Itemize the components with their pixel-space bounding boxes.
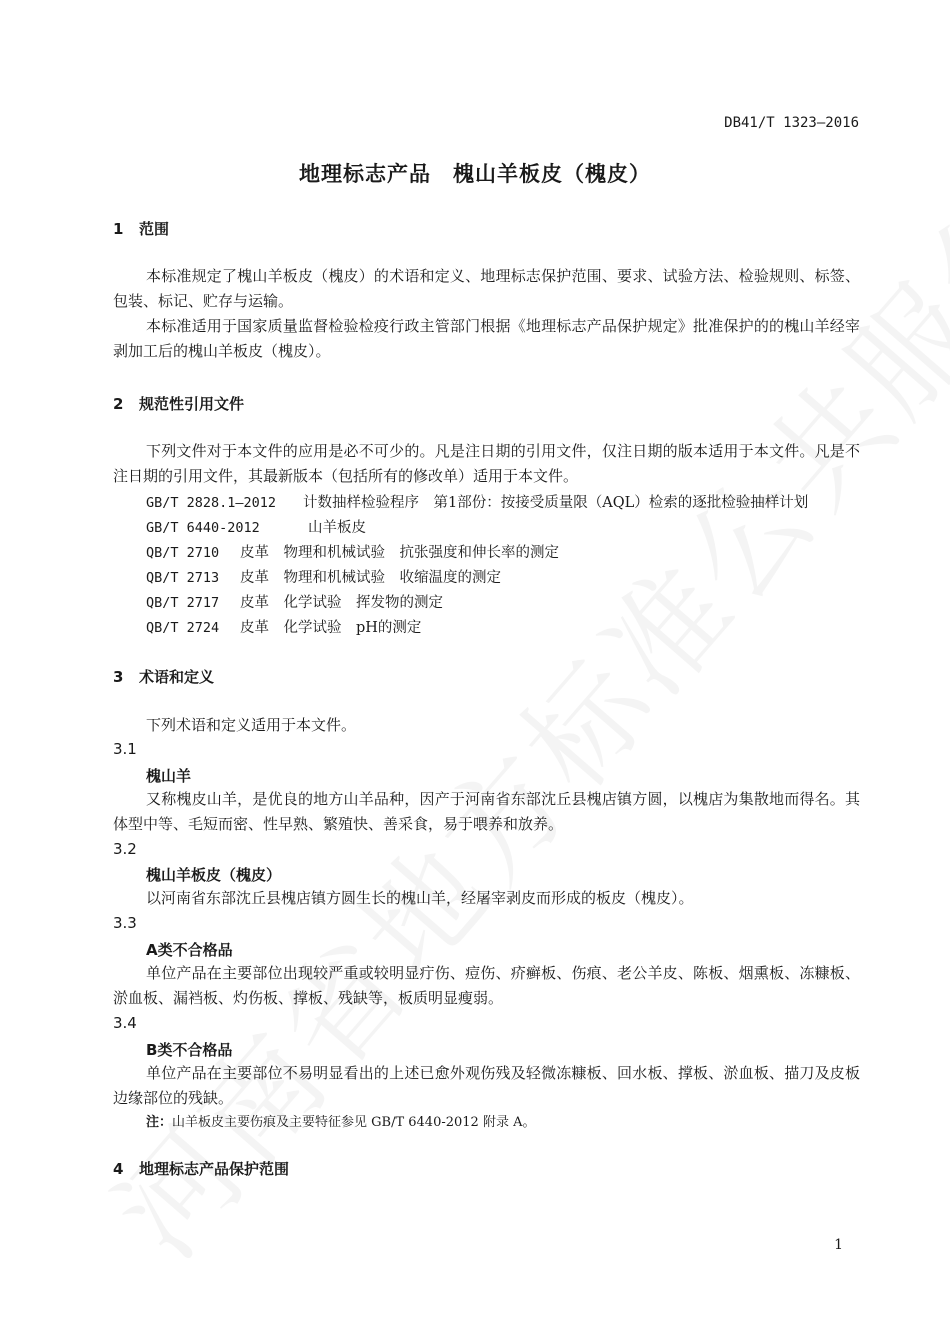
- reference-title: 山羊板皮: [308, 520, 366, 536]
- paragraph: 本标准规定了槐山羊板皮（槐皮）的术语和定义、地理标志保护范围、要求、试验方法、检验规则、标签、包装、标记、贮存与运输。: [113, 267, 860, 310]
- section-heading-3: [113, 666, 214, 687]
- term-number: 3.4: [113, 1014, 137, 1032]
- reference-code: QB/T 2717: [146, 595, 220, 611]
- term-number: 3.2: [113, 840, 137, 858]
- reference-code: GB/T 6440-2012: [146, 520, 260, 536]
- term-name: B类不合格品: [146, 1041, 233, 1059]
- reference-title: 计数抽样检验程序 第1部份：按接受质量限（AQL）检索的逐批检验抽样计划: [303, 495, 809, 511]
- note: [146, 1111, 535, 1130]
- section-1-body: [113, 264, 860, 364]
- section-number: 4: [113, 1160, 124, 1178]
- reference-item: [146, 616, 421, 637]
- doc-title: 地理标志产品 槐山羊板皮（槐皮）: [299, 162, 651, 186]
- reference-item: [146, 491, 808, 512]
- section-number: 3: [113, 668, 124, 686]
- paragraph: 单位产品在主要部位不易明显看出的上述已愈外观伤残及轻微冻糠板、回水板、撑板、淤血板、描刀及皮板边缘部位的残缺。: [113, 1064, 860, 1107]
- reference-item: [146, 591, 443, 612]
- paragraph: 单位产品在主要部位出现较严重或较明显疔伤、痘伤、疥癣板、伤痕、老公羊皮、陈板、烟熏板、冻糠板、淤血板、漏裆板、灼伤板、撑板、残缺等，板质明显瘦弱。: [113, 964, 860, 1007]
- section-2-body: [113, 439, 860, 489]
- term-definition: [113, 787, 860, 837]
- doc-code: DB41/T 1323—2016: [724, 115, 859, 131]
- paragraph: 以河南省东部沈丘县槐店镇方圆生长的槐山羊，经屠宰剥皮而形成的板皮（槐皮）。: [146, 889, 694, 907]
- section-title: 术语和定义: [139, 668, 215, 686]
- section-number: 2: [113, 395, 124, 413]
- paragraph: 本标准适用于国家质量监督检验检疫行政主管部门根据《地理标志产品保护规定》批准保护的的槐山羊经宰剥加工后的槐山羊板皮（槐皮）。: [113, 317, 860, 360]
- note-text: 山羊板皮主要伤痕及主要特征参见 GB/T 6440-2012 附录 A。: [172, 1115, 536, 1130]
- section-title: 地理标志产品保护范围: [139, 1160, 290, 1178]
- section-title: 规范性引用文件: [139, 395, 245, 413]
- note-label: 注：: [146, 1115, 173, 1130]
- section-number: 1: [113, 220, 124, 238]
- reference-item: [146, 516, 366, 537]
- reference-item: [146, 541, 559, 562]
- reference-title: 皮革 物理和机械试验 抗张强度和伸长率的测定: [240, 545, 559, 561]
- term-number: 3.3: [113, 914, 137, 932]
- reference-code: QB/T 2710: [146, 545, 220, 561]
- term-definition: [113, 1061, 860, 1111]
- section-title: 范围: [139, 220, 170, 238]
- section-heading-1: [113, 218, 169, 239]
- reference-code: QB/T 2724: [146, 620, 220, 636]
- term-definition: [113, 961, 860, 1011]
- reference-title: 皮革 化学试验 pH的测定: [240, 620, 422, 636]
- section-heading-2: [113, 393, 244, 414]
- reference-title: 皮革 化学试验 挥发物的测定: [240, 595, 443, 611]
- paragraph: 又称槐皮山羊，是优良的地方山羊品种，因产于河南省东部沈丘县槐店镇方圆，以槐店为集散地而得名。其体型中等、毛短而密、性早熟、繁殖快、善采食，易于喂养和放养。: [113, 790, 860, 833]
- term-definition: [113, 886, 860, 911]
- term-number: 3.1: [113, 740, 137, 758]
- reference-code: GB/T 2828.1—2012: [146, 495, 277, 511]
- term-name: 槐山羊: [146, 767, 192, 785]
- page-number: 1: [834, 1237, 843, 1253]
- term-name: 槐山羊板皮（槐皮）: [146, 866, 282, 884]
- term-name: A类不合格品: [146, 941, 233, 959]
- reference-item: [146, 566, 501, 587]
- paragraph: 下列文件对于本文件的应用是必不可少的。凡是注日期的引用文件，仅注日期的版本适用于本文件。凡是不注日期的引用文件，其最新版本（包括所有的修改单）适用于本文件。: [113, 442, 860, 485]
- section-heading-4: [113, 1158, 289, 1179]
- section-3-intro: 下列术语和定义适用于本文件。: [146, 716, 357, 734]
- reference-title: 皮革 物理和机械试验 收缩温度的测定: [240, 570, 501, 586]
- reference-code: QB/T 2713: [146, 570, 220, 586]
